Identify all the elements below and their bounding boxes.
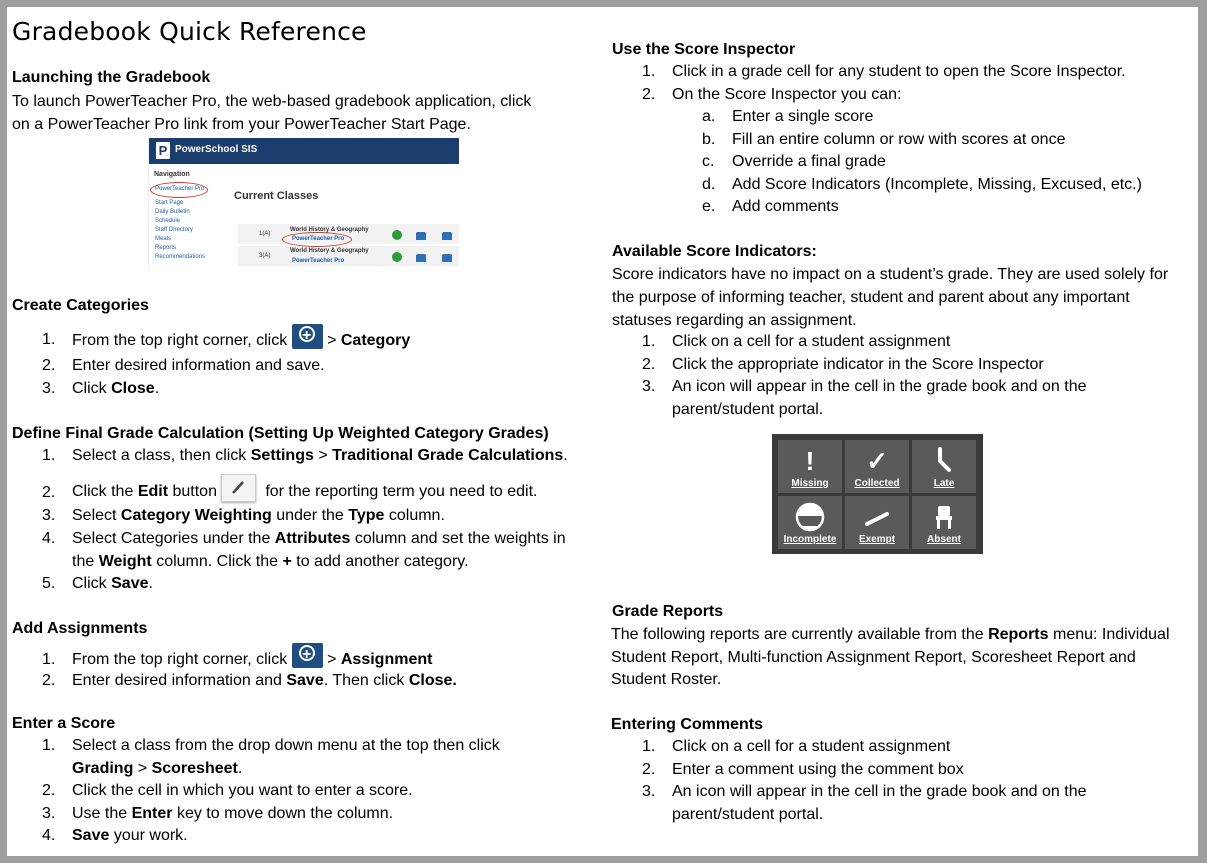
nav-item[interactable]: Meals [155, 236, 172, 242]
class-period: 3(A) [259, 253, 271, 259]
list-letter: e. [702, 198, 716, 215]
list-item: Click Close. [72, 380, 160, 397]
list-letter: d. [702, 176, 716, 193]
nav-item[interactable]: Staff Directory [155, 227, 193, 233]
chair-icon [912, 502, 976, 538]
sub-list-item: Add comments [732, 198, 839, 215]
reports-heading: Grade Reports [612, 603, 724, 620]
categories-heading: Create Categories [12, 297, 149, 314]
pencil-icon [221, 474, 256, 502]
list-number: 2. [42, 357, 56, 374]
nav-item[interactable]: Daily Bulletin [155, 209, 190, 215]
add-icon [292, 324, 323, 349]
launching-line-2: on a PowerTeacher Pro link from your PowerTeacher Start Page. [12, 116, 471, 133]
list-number: 1. [42, 737, 56, 754]
people-icon [442, 232, 452, 240]
list-number: 3. [42, 380, 56, 397]
people-icon [416, 254, 426, 262]
list-item: An icon will appear in the cell in the grade book and on the parent/student portal. [672, 783, 1087, 823]
final-grade-heading: Define Final Grade Calculation (Setting Up Weighted Category Grades) [12, 425, 549, 442]
nav-item[interactable]: Recommendations [155, 254, 206, 260]
inspector-heading: Use the Score Inspector [612, 41, 796, 58]
clock-hand-icon [912, 446, 976, 482]
list-item: Enter a comment using the comment box [672, 761, 964, 778]
late-tile[interactable]: Late [912, 440, 976, 493]
list-item: Select a class from the drop down menu at the top then click Grading > Scoresheet. [72, 737, 500, 777]
check-icon [392, 252, 402, 262]
reports-line: Student Roster. [611, 671, 722, 688]
list-item: Use the Enter key to move down the column. [72, 805, 394, 822]
launching-line-1: To launch PowerTeacher Pro, the web-based gradebook application, click [12, 93, 532, 110]
missing-tile[interactable]: ! Missing [778, 440, 842, 493]
score-indicator-palette [772, 434, 983, 554]
check-icon [392, 230, 402, 240]
absent-tile[interactable]: Absent [912, 496, 976, 549]
people-icon [416, 232, 426, 240]
nav-heading: Navigation [154, 171, 190, 178]
list-letter: b. [702, 131, 716, 148]
sub-list-item: Add Score Indicators (Incomplete, Missing, Excused, etc.) [732, 176, 1142, 193]
list-number: 4. [42, 530, 56, 547]
list-item: From the top right corner, click + > Assignment [72, 642, 432, 678]
list-item: Select Categories under the Attributes column and set the weights in the Weight column. Click the + to add another category. [72, 530, 566, 570]
indicators-heading: Available Score Indicators: [612, 243, 817, 260]
nav-item[interactable]: Start Page [155, 200, 184, 206]
score-heading: Enter a Score [12, 715, 116, 732]
list-item: Click the appropriate indicator in the Score Inspector [672, 356, 1044, 373]
indicators-line: the purpose of informing teacher, student and parent about any important [612, 289, 1130, 306]
list-item: An icon will appear in the cell in the grade book and on the parent/student portal. [672, 378, 1087, 418]
class-name: World History & Geography [290, 248, 369, 254]
list-number: 3. [42, 805, 56, 822]
list-number: 2. [42, 484, 56, 501]
list-letter: c. [702, 153, 715, 170]
list-item: Select Category Weighting under the Type column. [72, 507, 445, 524]
slash-icon [845, 502, 909, 538]
assignments-heading: Add Assignments [12, 620, 148, 637]
highlight-circle [282, 232, 352, 247]
list-number: 3. [42, 507, 56, 524]
people-icon [442, 254, 452, 262]
list-number: 2. [642, 86, 656, 103]
class-name: World History & Geography [290, 227, 369, 233]
exclamation-icon: ! [805, 446, 815, 476]
list-item: Click on a cell for a student assignment [672, 333, 951, 350]
list-number: 1. [642, 738, 656, 755]
class-link[interactable]: PowerTeacher Pro [292, 236, 345, 242]
list-number: 2. [642, 356, 656, 373]
sub-list-item: Enter a single score [732, 108, 874, 125]
nav-item[interactable]: Schedule [155, 218, 181, 224]
list-number: 1. [642, 333, 656, 350]
comments-heading: Entering Comments [611, 716, 764, 733]
document-page [7, 7, 1198, 856]
current-classes-title: Current Classes [234, 190, 319, 202]
powerschool-screenshot [148, 138, 459, 270]
list-number: 3. [642, 783, 656, 800]
incomplete-tile[interactable]: Incomplete [778, 496, 842, 549]
nav-item[interactable]: PowerTeacher Pro [155, 186, 205, 192]
list-item: Click the Edit button for the reporting term you need to edit. [72, 474, 537, 509]
collected-tile[interactable]: ✓ Collected [845, 440, 909, 493]
nav-item[interactable]: Reports [155, 245, 177, 251]
list-item: Click in a grade cell for any student to open the Score Inspector. [672, 63, 1126, 80]
list-number: 1. [42, 651, 56, 668]
list-item: Save your work. [72, 827, 188, 844]
list-item: Enter desired information and Save. Then click Close. [72, 672, 457, 689]
add-icon [292, 643, 323, 668]
list-number: 2. [642, 761, 656, 778]
powerschool-logo-icon: P [156, 142, 170, 159]
list-number: 3. [642, 378, 656, 395]
list-number: 1. [42, 331, 56, 348]
sub-list-item: Fill an entire column or row with scores at once [732, 131, 1066, 148]
list-item: Enter desired information and save. [72, 357, 325, 374]
list-item: Click Save. [72, 575, 153, 592]
list-item: Select a class, then click Settings > Traditional Grade Calculations. [72, 447, 568, 464]
powerschool-header [149, 138, 459, 164]
indicators-line: statuses regarding an assignment. [612, 312, 857, 329]
list-number: 4. [42, 827, 56, 844]
list-letter: a. [702, 108, 716, 125]
class-period: 1(A) [259, 231, 271, 237]
list-number: 5. [42, 575, 56, 592]
powerschool-brand: PowerSchool SIS [175, 144, 258, 155]
class-link[interactable]: PowerTeacher Pro [292, 258, 345, 264]
list-item: From the top right corner, click + > Category [72, 323, 410, 359]
list-item: Click on a cell for a student assignment [672, 738, 951, 755]
list-item: On the Score Inspector you can: [672, 86, 902, 103]
list-number: 1. [42, 447, 56, 464]
reports-line: Student Report, Multi-function Assignment Report, Scoresheet Report and [611, 649, 1136, 666]
exempt-tile[interactable]: Exempt [845, 496, 909, 549]
list-number: 1. [642, 63, 656, 80]
indicators-line: Score indicators have no impact on a student’s grade. They are used solely for [612, 266, 1169, 283]
list-number: 2. [42, 782, 56, 799]
list-item: Click the cell in which you want to enter a score. [72, 782, 413, 799]
sub-list-item: Override a final grade [732, 153, 886, 170]
page-title: Gradebook Quick Reference [12, 17, 367, 46]
checkmark-icon: ✓ [866, 446, 888, 476]
half-circle-icon [778, 502, 842, 538]
launching-heading: Launching the Gradebook [12, 69, 211, 86]
list-number: 2. [42, 672, 56, 689]
reports-line: The following reports are currently available from the Reports menu: Individual [611, 626, 1170, 643]
